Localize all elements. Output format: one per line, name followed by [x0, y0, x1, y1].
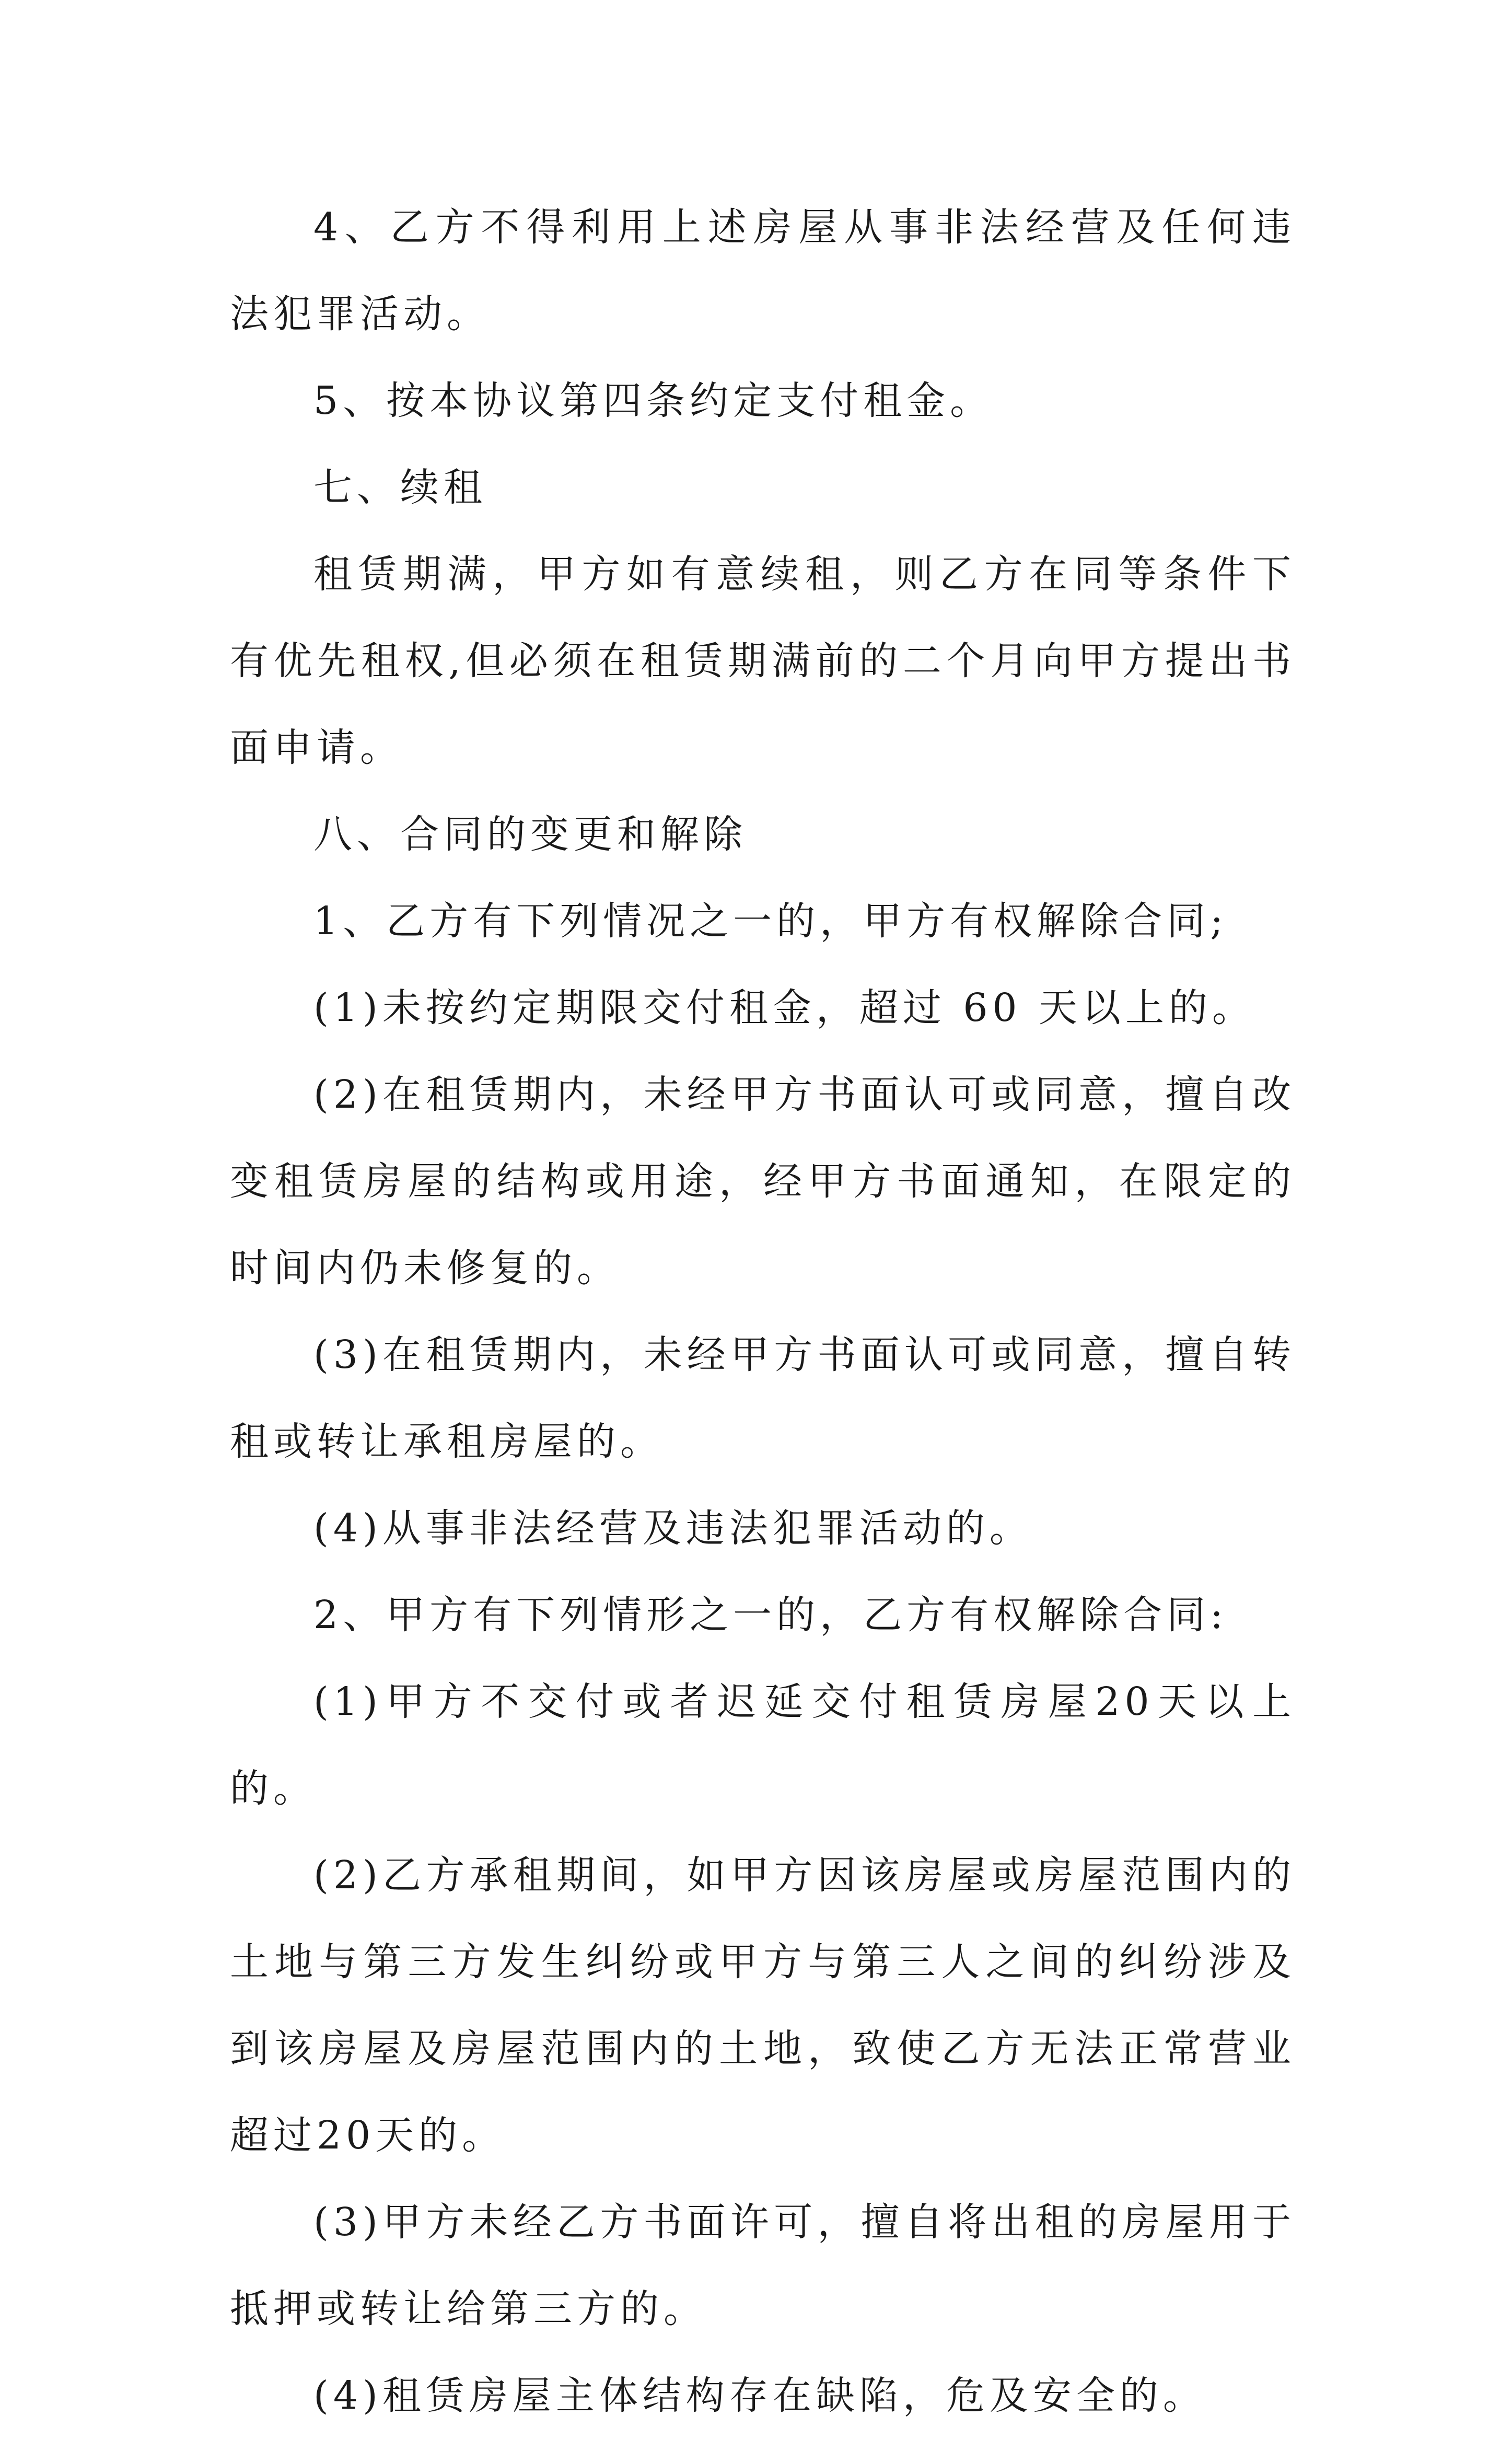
document-body: [230, 184, 1296, 2439]
paragraph-renewal-terms: 租赁期满，甲方如有意续租，则乙方在同等条件下有优先租权,但必须在租赁期满前的二个月向甲方提出书面申请。: [230, 552, 1296, 770]
list-item-lessor-4: (4)从事非法经营及违法犯罪活动的。: [313, 1506, 1033, 1551]
section-heading-change-termination: 八、合同的变更和解除: [313, 812, 747, 857]
list-item-lessee-3: (3)甲方未经乙方书面许可，擅自将出租的房屋用于抵押或转让给第三方的。: [230, 2200, 1296, 2331]
paragraph-clause-5-pay-rent: 5、按本协议第四条约定支付租金。: [313, 378, 994, 423]
list-item-lessee-1: (1)甲方不交付或者迟延交付租赁房屋20天以上的。: [230, 1679, 1296, 1811]
section-heading-renewal: 七、续租: [313, 465, 487, 510]
list-item-lessor-1: (1)未按约定期限交付租金，超过 60 天以上的。: [313, 985, 1256, 1030]
paragraph-lessor-termination-rights: 1、乙方有下列情况之一的，甲方有权解除合同;: [313, 899, 1228, 944]
list-item-lessee-2: (2)乙方承租期间，如甲方因该房屋或房屋范围内的土地与第三方发生纠纷或甲方与第三人之间的纠纷涉及到该房屋及房屋范围内的土地，致使乙方无法正常营业超过20天的。: [230, 1853, 1296, 2158]
paragraph-clause-4-illegal-activity: 4、乙方不得利用上述房屋从事非法经营及任何违法犯罪活动。: [230, 205, 1296, 336]
list-item-lessee-4: (4)租赁房屋主体结构存在缺陷，危及安全的。: [313, 2373, 1206, 2418]
list-item-lessor-3: (3)在租赁期内，未经甲方书面认可或同意，擅自转租或转让承租房屋的。: [230, 1332, 1296, 1464]
paragraph-lessee-termination-rights: 2、甲方有下列情形之一的，乙方有权解除合同:: [313, 1593, 1228, 1637]
list-item-lessor-2: (2)在租赁期内，未经甲方书面认可或同意，擅自改变租赁房屋的结构或用途，经甲方书面通知，在限定的时间内仍未修复的。: [230, 1072, 1296, 1291]
